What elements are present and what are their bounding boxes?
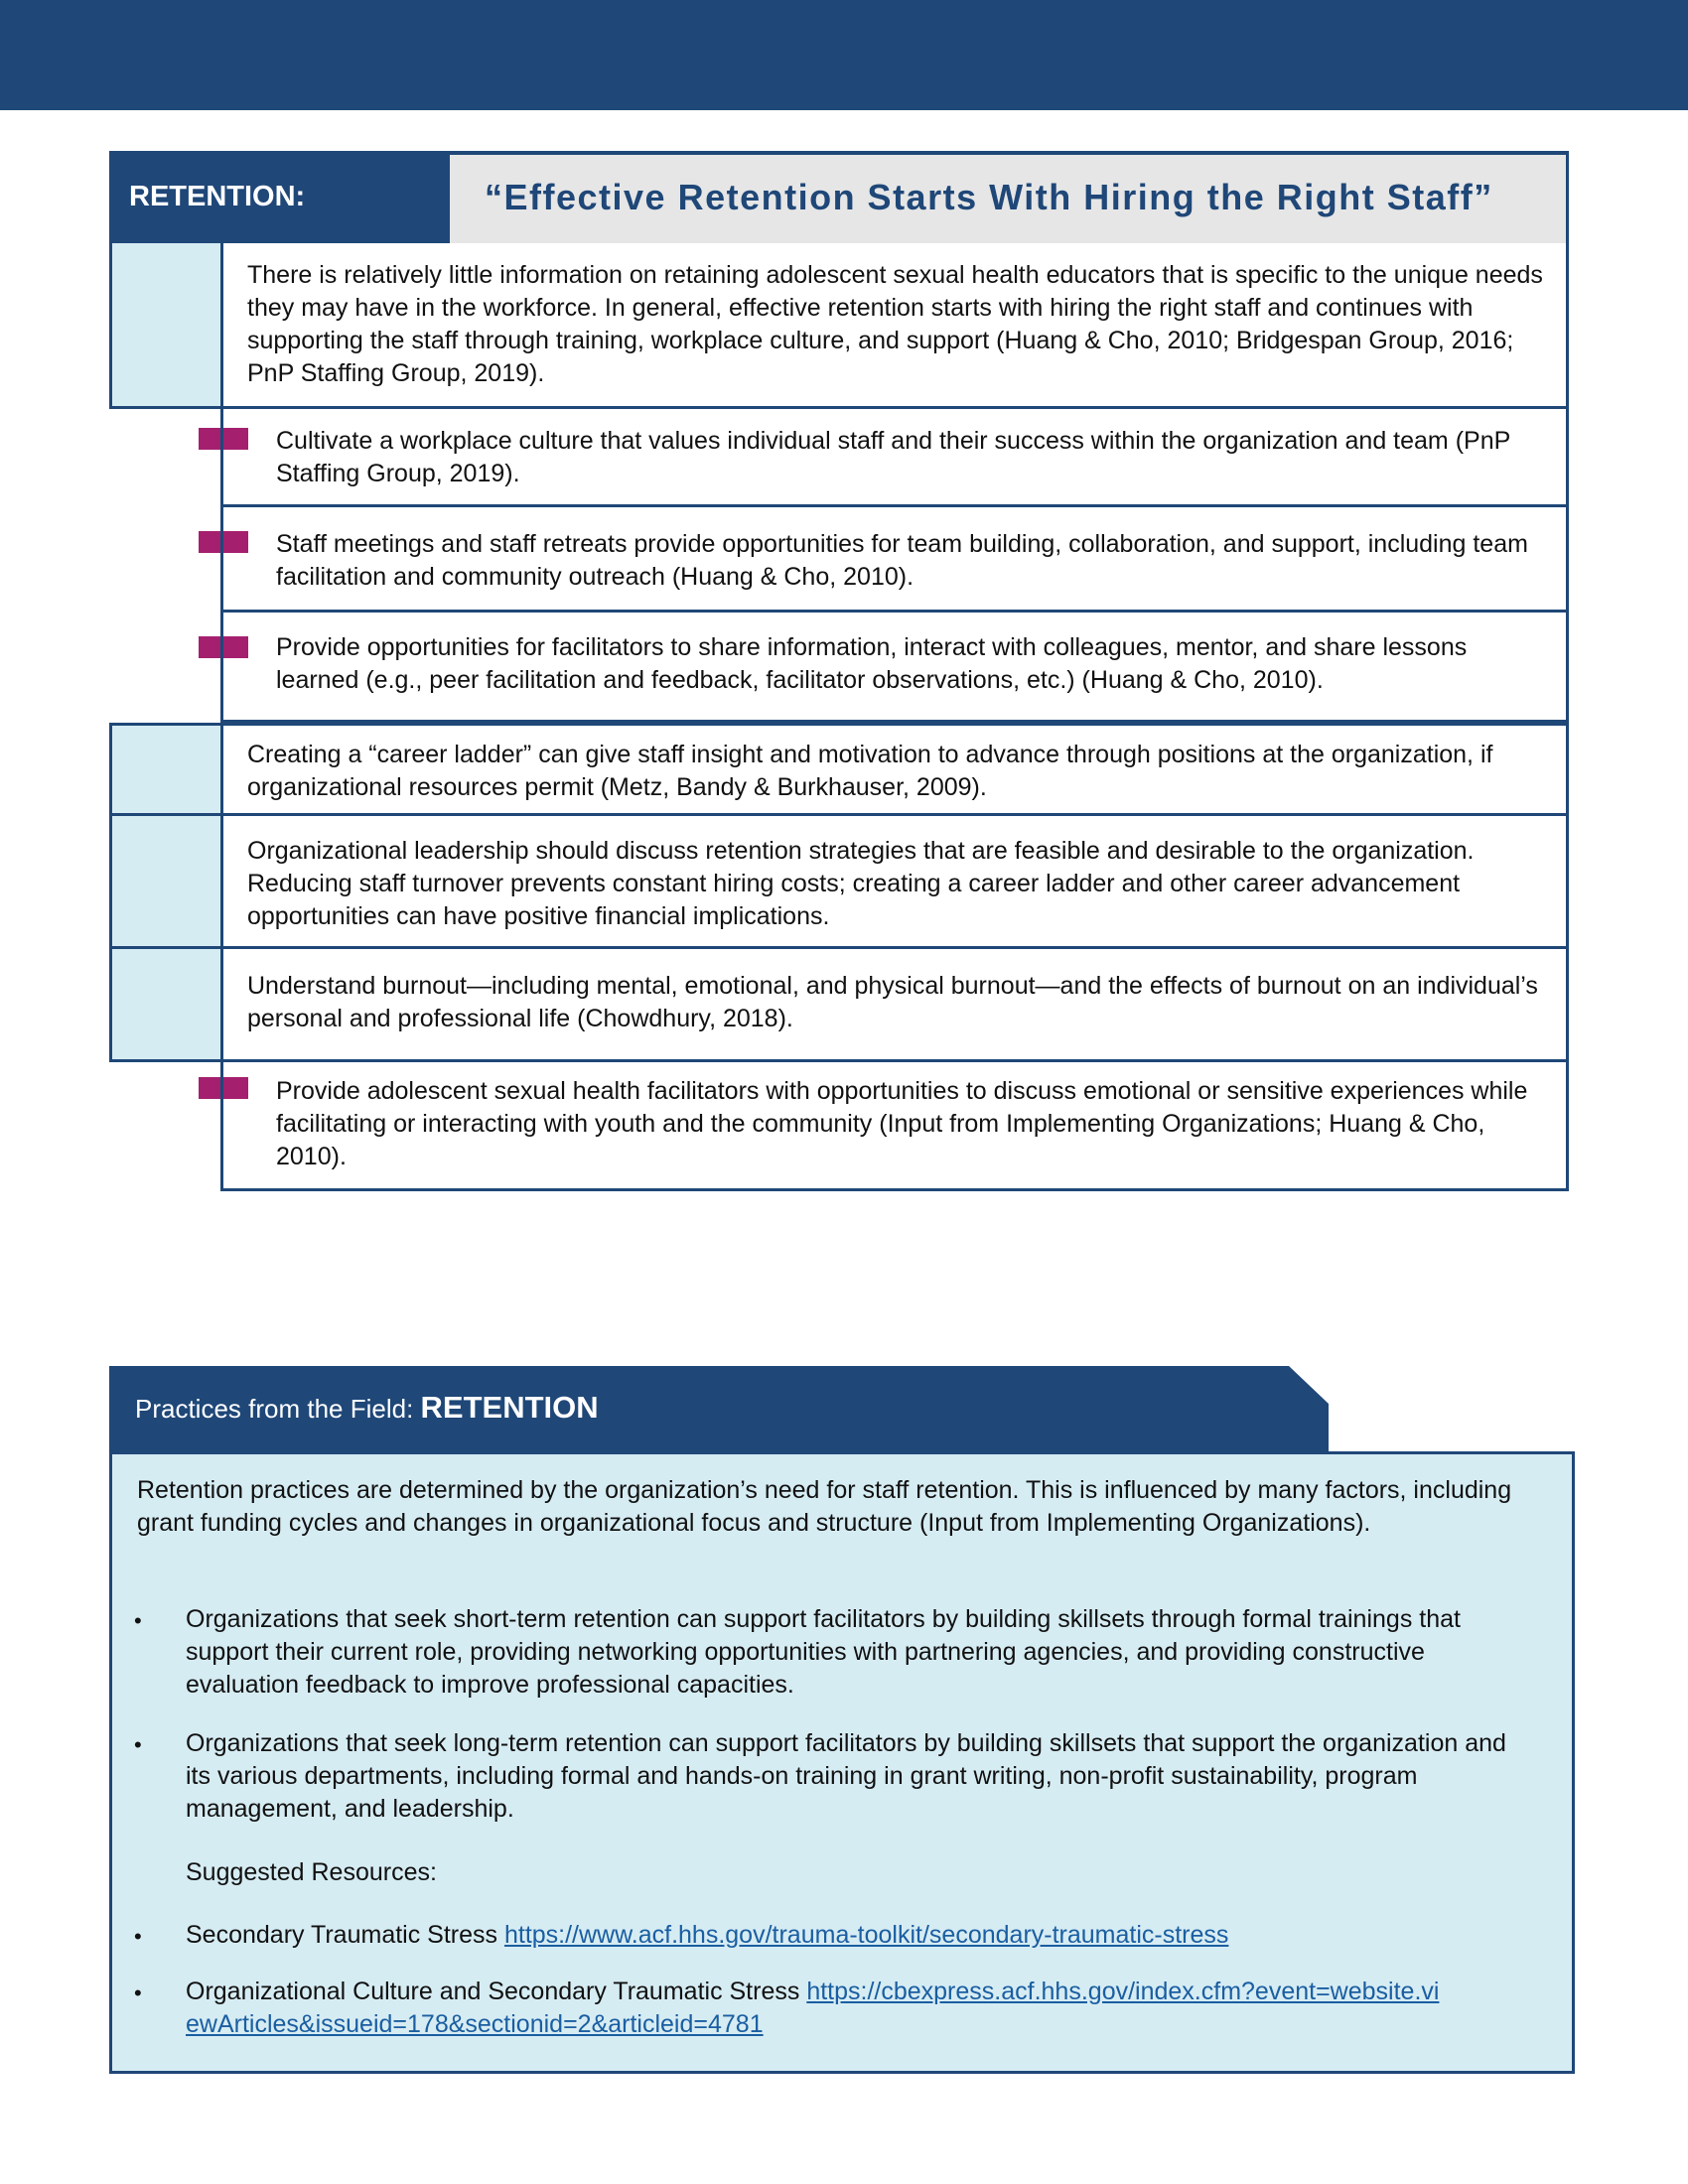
resource-link[interactable]: https://cbexpress.acf.hhs.gov/index.cfm?event=website.viewArticles&issueid=178&sectionid=2&articleid=4781	[186, 1978, 1440, 2038]
row-text: There is relatively little information on retaining adolescent sexual health educators that is specific to the unique needs they may have in the workforce. In general, effective retention starts with hiring the right staff and continues with supporting the staff through training, workplace culture, and support (Huang & Cho, 2010; Bridgespan Group, 2016; PnP Staffing Group, 2019).	[247, 261, 1543, 387]
retention-row-bullet	[220, 507, 1569, 613]
row-text: Understand burnout—including mental, emotional, and physical burnout—and the effects of burnout on an individual’s personal and professional life (Chowdhury, 2018).	[247, 972, 1538, 1032]
practices-label	[135, 1390, 599, 1426]
row-side-tab	[112, 243, 223, 406]
practices-bullet: Organizations that seek long-term retention can support facilitators by building skillsets that support the organization and its various departments, including formal and hands-on training in grant writing, non-profit sustainability, program management, and leadership.	[186, 1729, 1506, 1823]
retention-row-burnout	[109, 949, 1569, 1062]
resource-item	[186, 1976, 1447, 2041]
row-text: Staff meetings and staff retreats provide opportunities for team building, collaboration, and support, including team facilitation and community outreach (Huang & Cho, 2010).	[276, 530, 1528, 591]
practices-label-bold: RETENTION	[420, 1390, 599, 1425]
resource-label: Organizational Culture and Secondary Traumatic Stress	[186, 1978, 807, 2005]
bullet-dot-icon: •	[134, 1980, 142, 2005]
practices-tab	[109, 1366, 1329, 1453]
row-side-tab	[112, 949, 223, 1059]
bullet-dot-icon: •	[134, 1732, 142, 1757]
row-side-tab	[112, 816, 223, 946]
practices-bullet: Organizations that seek short-term retention can support facilitators by building skillsets through formal trainings that support their current role, providing networking opportunities with partnering agencies, and providing constructive evaluation feedback to improve professional capacities.	[186, 1605, 1461, 1699]
retention-row-bullet	[220, 613, 1569, 723]
row-text: Provide adolescent sexual health facilitators with opportunities to discuss emotional or sensitive experiences while facilitating or interacting with youth and the community (Input from Implementing Organizations; Huang & Cho, 2010).	[276, 1077, 1528, 1170]
resource-item	[186, 1919, 1532, 1952]
section-label: RETENTION:	[109, 151, 450, 243]
retention-row-leadership	[109, 816, 1569, 949]
practices-box	[109, 1451, 1575, 2074]
resource-label: Secondary Traumatic Stress	[186, 1921, 504, 1949]
bullet-dot-icon: •	[134, 1924, 142, 1949]
resources-heading: Suggested Resources:	[186, 1858, 437, 1886]
section-title: “Effective Retention Starts With Hiring the Right Staff”	[450, 151, 1569, 243]
practices-intro: Retention practices are determined by the organization’s need for staff retention. This is influenced by many factors, including grant funding cycles and changes in organizational focus and structure (Input from Implementing Organizations).	[137, 1476, 1512, 1537]
row-text: Provide opportunities for facilitators to share information, interact with colleagues, mentor, and share lessons learned (e.g., peer facilitation and feedback, facilitator observations, etc.) (Huang & Cho, 2010).	[276, 633, 1468, 694]
resource-link[interactable]: https://www.acf.hhs.gov/trauma-toolkit/secondary-traumatic-stress	[503, 1921, 1229, 1949]
retention-row-bullet	[220, 1062, 1569, 1191]
row-text: Cultivate a workplace culture that values individual staff and their success within the organization and team (PnP Staffing Group, 2019).	[276, 427, 1510, 487]
bullet-dot-icon: •	[134, 1608, 142, 1633]
retention-row-intro	[109, 243, 1569, 409]
row-text: Organizational leadership should discuss retention strategies that are feasible and desirable to the organization. Reducing staff turnover prevents constant hiring costs; creating a career ladder and other career advancement opportunities can have positive financial implications.	[247, 837, 1475, 930]
row-text: Creating a “career ladder” can give staff insight and motivation to advance through positions at the organization, if organizational resources permit (Metz, Bandy & Burkhauser, 2009).	[247, 741, 1493, 801]
retention-row-career-ladder	[109, 723, 1569, 816]
row-side-tab	[112, 726, 223, 813]
practices-label-prefix: Practices from the Field:	[135, 1394, 421, 1424]
retention-header	[109, 151, 1569, 243]
retention-row-bullet	[220, 409, 1569, 507]
top-banner	[0, 0, 1688, 110]
